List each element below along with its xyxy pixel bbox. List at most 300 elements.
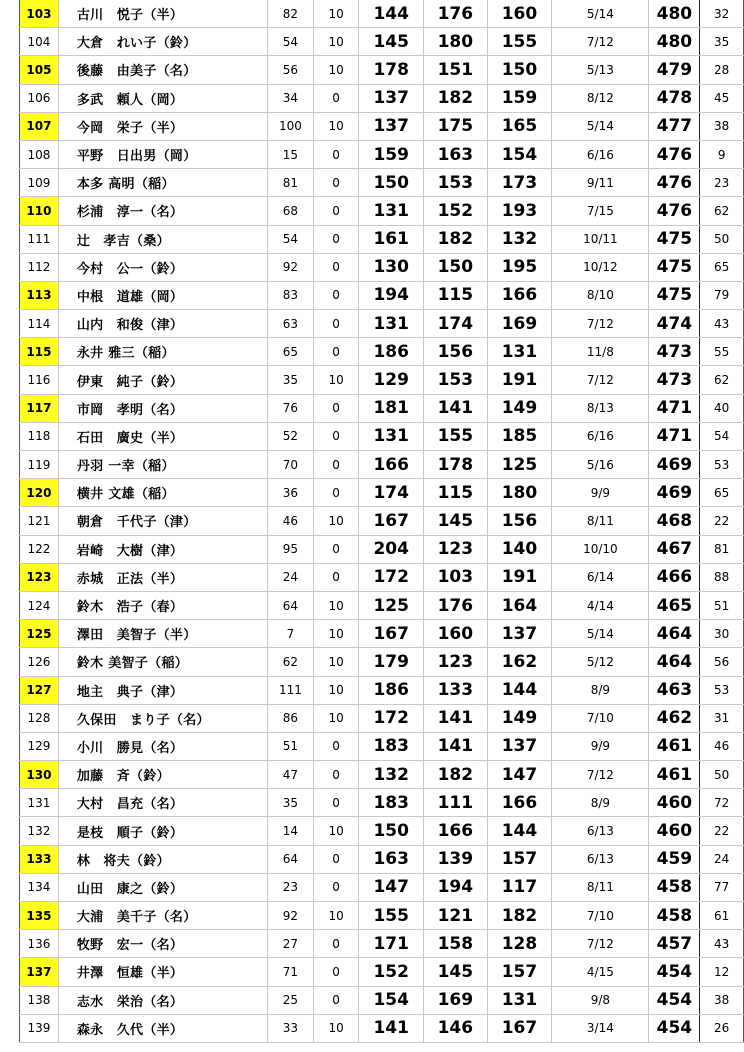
last-cell: 40 [700,394,744,422]
score-b-cell: 0 [313,563,359,591]
total-cell: 454 [649,986,700,1014]
name-cell: 岩崎 大樹（津） [58,535,267,563]
game3-cell: 185 [487,422,552,450]
table-row [20,873,744,901]
name-cell: 今村 公一（鈴） [58,253,267,281]
game3-cell: 162 [487,648,552,676]
ratio-cell: 10/11 [552,225,649,253]
score-b-cell: 0 [313,789,359,817]
game1-cell: 186 [359,676,424,704]
game1-cell: 167 [359,620,424,648]
game1-cell: 163 [359,845,424,873]
table-row [20,958,744,986]
table-row [20,986,744,1014]
game2-cell: 176 [424,591,488,619]
rank-cell: 121 [20,507,59,535]
game2-cell: 141 [424,704,488,732]
score-a-cell: 24 [268,563,314,591]
name-cell: 鈴木 美智子（稲） [58,648,267,676]
ratio-cell: 9/11 [552,169,649,197]
game2-cell: 152 [424,197,488,225]
name-cell: 中根 道雄（岡） [58,281,267,309]
total-cell: 464 [649,620,700,648]
game3-cell: 154 [487,140,552,168]
ratio-cell: 8/13 [552,394,649,422]
table-row [20,563,744,591]
game3-cell: 193 [487,197,552,225]
score-b-cell: 0 [313,479,359,507]
last-cell: 55 [700,338,744,366]
game1-cell: 152 [359,958,424,986]
total-cell: 457 [649,930,700,958]
name-cell: 林 将夫（鈴） [58,845,267,873]
score-a-cell: 23 [268,873,314,901]
table-row [20,112,744,140]
name-cell: 地主 典子（津） [58,676,267,704]
last-cell: 72 [700,789,744,817]
ratio-cell: 8/11 [552,873,649,901]
game2-cell: 123 [424,535,488,563]
game1-cell: 130 [359,253,424,281]
total-cell: 480 [649,0,700,28]
name-cell: 大倉 れい子（鈴） [58,28,267,56]
last-cell: 9 [700,140,744,168]
game3-cell: 147 [487,761,552,789]
last-cell: 65 [700,253,744,281]
total-cell: 476 [649,140,700,168]
total-cell: 465 [649,591,700,619]
score-b-cell: 10 [313,56,359,84]
game3-cell: 156 [487,507,552,535]
ratio-cell: 5/14 [552,0,649,28]
game2-cell: 175 [424,112,488,140]
game2-cell: 158 [424,930,488,958]
rank-cell: 119 [20,451,59,479]
game2-cell: 178 [424,451,488,479]
score-b-cell: 0 [313,169,359,197]
score-a-cell: 68 [268,197,314,225]
name-cell: 山田 康之（鈴） [58,873,267,901]
game2-cell: 160 [424,620,488,648]
ratio-cell: 5/13 [552,56,649,84]
game2-cell: 141 [424,732,488,760]
last-cell: 12 [700,958,744,986]
total-cell: 476 [649,169,700,197]
last-cell: 43 [700,310,744,338]
name-cell: 小川 勝見（名） [58,732,267,760]
last-cell: 22 [700,817,744,845]
score-b-cell: 10 [313,676,359,704]
score-b-cell: 10 [313,704,359,732]
table-row [20,197,744,225]
ratio-cell: 8/11 [552,507,649,535]
score-b-cell: 0 [313,140,359,168]
table-row [20,225,744,253]
total-cell: 467 [649,535,700,563]
score-a-cell: 25 [268,986,314,1014]
score-a-cell: 92 [268,902,314,930]
last-cell: 22 [700,507,744,535]
score-b-cell: 10 [313,28,359,56]
game3-cell: 144 [487,676,552,704]
last-cell: 23 [700,169,744,197]
game1-cell: 171 [359,930,424,958]
game3-cell: 157 [487,958,552,986]
game3-cell: 157 [487,845,552,873]
table-row [20,817,744,845]
score-b-cell: 10 [313,1014,359,1042]
rank-cell: 125 [20,620,59,648]
last-cell: 45 [700,84,744,112]
table-row [20,281,744,309]
score-b-cell: 0 [313,930,359,958]
game2-cell: 145 [424,958,488,986]
rank-cell: 117 [20,394,59,422]
ratio-cell: 8/9 [552,676,649,704]
rank-cell: 107 [20,112,59,140]
table-row [20,169,744,197]
ratio-cell: 6/16 [552,140,649,168]
score-a-cell: 76 [268,394,314,422]
last-cell: 62 [700,366,744,394]
table-row [20,930,744,958]
last-cell: 38 [700,986,744,1014]
total-cell: 461 [649,761,700,789]
score-b-cell: 0 [313,986,359,1014]
total-cell: 454 [649,1014,700,1042]
table-row [20,591,744,619]
score-b-cell: 0 [313,281,359,309]
total-cell: 471 [649,422,700,450]
rank-cell: 124 [20,591,59,619]
table-row [20,648,744,676]
rank-cell: 116 [20,366,59,394]
score-a-cell: 62 [268,648,314,676]
total-cell: 475 [649,253,700,281]
game3-cell: 128 [487,930,552,958]
table-row [20,338,744,366]
score-a-cell: 27 [268,930,314,958]
table-row [20,451,744,479]
score-a-cell: 65 [268,338,314,366]
game1-cell: 178 [359,56,424,84]
table-row [20,366,744,394]
name-cell: 井澤 恒雄（半） [58,958,267,986]
score-a-cell: 71 [268,958,314,986]
last-cell: 56 [700,648,744,676]
table-row [20,845,744,873]
last-cell: 77 [700,873,744,901]
score-a-cell: 54 [268,28,314,56]
game1-cell: 186 [359,338,424,366]
table-row [20,56,744,84]
last-cell: 43 [700,930,744,958]
game1-cell: 167 [359,507,424,535]
last-cell: 65 [700,479,744,507]
game1-cell: 147 [359,873,424,901]
ratio-cell: 8/12 [552,84,649,112]
score-b-cell: 0 [313,451,359,479]
table-row [20,676,744,704]
name-cell: 古川 悦子（半） [58,0,267,28]
rank-cell: 128 [20,704,59,732]
ratio-cell: 9/9 [552,732,649,760]
last-cell: 24 [700,845,744,873]
rank-cell: 123 [20,563,59,591]
table-row [20,479,744,507]
game1-cell: 181 [359,394,424,422]
ratio-cell: 10/12 [552,253,649,281]
game1-cell: 179 [359,648,424,676]
game2-cell: 145 [424,507,488,535]
total-cell: 471 [649,394,700,422]
score-a-cell: 14 [268,817,314,845]
total-cell: 480 [649,28,700,56]
score-a-cell: 92 [268,253,314,281]
game3-cell: 149 [487,704,552,732]
game1-cell: 183 [359,789,424,817]
rank-cell: 129 [20,732,59,760]
last-cell: 46 [700,732,744,760]
game1-cell: 172 [359,704,424,732]
table-row [20,902,744,930]
rank-cell: 136 [20,930,59,958]
game1-cell: 159 [359,140,424,168]
name-cell: 赤城 正法（半） [58,563,267,591]
total-cell: 476 [649,197,700,225]
rank-cell: 130 [20,761,59,789]
results-table [19,0,744,1043]
game3-cell: 167 [487,1014,552,1042]
score-a-cell: 86 [268,704,314,732]
ratio-cell: 6/16 [552,422,649,450]
table-row [20,704,744,732]
table-row [20,422,744,450]
total-cell: 479 [649,56,700,84]
table-row [20,394,744,422]
ratio-cell: 10/10 [552,535,649,563]
table-row [20,28,744,56]
rank-cell: 122 [20,535,59,563]
ratio-cell: 6/14 [552,563,649,591]
game2-cell: 103 [424,563,488,591]
score-a-cell: 54 [268,225,314,253]
game2-cell: 166 [424,817,488,845]
game1-cell: 154 [359,986,424,1014]
score-b-cell: 0 [313,84,359,112]
ratio-cell: 9/9 [552,479,649,507]
game3-cell: 191 [487,563,552,591]
score-a-cell: 35 [268,366,314,394]
ratio-cell: 7/15 [552,197,649,225]
game2-cell: 163 [424,140,488,168]
total-cell: 459 [649,845,700,873]
game2-cell: 155 [424,422,488,450]
rank-cell: 112 [20,253,59,281]
results-rows [20,0,744,1042]
ratio-cell: 8/9 [552,789,649,817]
game2-cell: 111 [424,789,488,817]
game2-cell: 176 [424,0,488,28]
table-row [20,507,744,535]
game3-cell: 195 [487,253,552,281]
score-a-cell: 95 [268,535,314,563]
ratio-cell: 5/14 [552,112,649,140]
name-cell: 辻 孝吉（桑） [58,225,267,253]
game3-cell: 125 [487,451,552,479]
score-a-cell: 100 [268,112,314,140]
name-cell: 大浦 美千子（名） [58,902,267,930]
game2-cell: 115 [424,281,488,309]
game1-cell: 166 [359,451,424,479]
game2-cell: 174 [424,310,488,338]
game2-cell: 151 [424,56,488,84]
ratio-cell: 9/8 [552,986,649,1014]
game2-cell: 182 [424,225,488,253]
last-cell: 53 [700,676,744,704]
game3-cell: 155 [487,28,552,56]
last-cell: 51 [700,591,744,619]
score-b-cell: 10 [313,366,359,394]
total-cell: 478 [649,84,700,112]
ratio-cell: 5/14 [552,620,649,648]
table-row [20,310,744,338]
rank-cell: 138 [20,986,59,1014]
total-cell: 475 [649,281,700,309]
game1-cell: 137 [359,112,424,140]
total-cell: 458 [649,902,700,930]
game1-cell: 145 [359,28,424,56]
game2-cell: 153 [424,366,488,394]
score-b-cell: 10 [313,620,359,648]
score-a-cell: 15 [268,140,314,168]
name-cell: 是枝 順子（鈴） [58,817,267,845]
table-row [20,84,744,112]
ratio-cell: 4/14 [552,591,649,619]
game2-cell: 182 [424,761,488,789]
rank-cell: 106 [20,84,59,112]
rank-cell: 115 [20,338,59,366]
score-a-cell: 34 [268,84,314,112]
game1-cell: 131 [359,422,424,450]
last-cell: 81 [700,535,744,563]
last-cell: 88 [700,563,744,591]
name-cell: 澤田 美智子（半） [58,620,267,648]
name-cell: 伊東 純子（鈴） [58,366,267,394]
game2-cell: 150 [424,253,488,281]
table-row [20,253,744,281]
name-cell: 今岡 栄子（半） [58,112,267,140]
ratio-cell: 7/12 [552,28,649,56]
name-cell: 久保田 まり子（名） [58,704,267,732]
last-cell: 26 [700,1014,744,1042]
score-b-cell: 0 [313,310,359,338]
rank-cell: 118 [20,422,59,450]
table-row [20,1014,744,1042]
game3-cell: 131 [487,338,552,366]
score-b-cell: 10 [313,507,359,535]
score-b-cell: 0 [313,873,359,901]
game1-cell: 204 [359,535,424,563]
score-a-cell: 56 [268,56,314,84]
score-a-cell: 46 [268,507,314,535]
score-a-cell: 33 [268,1014,314,1042]
score-b-cell: 10 [313,591,359,619]
ratio-cell: 7/12 [552,310,649,338]
ratio-cell: 7/12 [552,930,649,958]
score-b-cell: 0 [313,732,359,760]
name-cell: 丹羽 一幸（稲） [58,451,267,479]
game1-cell: 150 [359,169,424,197]
game1-cell: 155 [359,902,424,930]
ratio-cell: 7/10 [552,704,649,732]
ratio-cell: 7/10 [552,902,649,930]
game3-cell: 131 [487,986,552,1014]
name-cell: 山内 和俊（津） [58,310,267,338]
game3-cell: 137 [487,620,552,648]
score-a-cell: 111 [268,676,314,704]
rank-cell: 132 [20,817,59,845]
game3-cell: 166 [487,789,552,817]
total-cell: 458 [649,873,700,901]
game1-cell: 161 [359,225,424,253]
rank-cell: 110 [20,197,59,225]
game1-cell: 125 [359,591,424,619]
game1-cell: 150 [359,817,424,845]
game1-cell: 183 [359,732,424,760]
score-b-cell: 10 [313,648,359,676]
rank-cell: 104 [20,28,59,56]
total-cell: 473 [649,338,700,366]
table-row [20,535,744,563]
game3-cell: 173 [487,169,552,197]
name-cell: 牧野 宏一（名） [58,930,267,958]
game3-cell: 180 [487,479,552,507]
total-cell: 460 [649,789,700,817]
name-cell: 本多 高明（稲） [58,169,267,197]
table-row [20,761,744,789]
name-cell: 平野 日出男（岡） [58,140,267,168]
score-a-cell: 7 [268,620,314,648]
total-cell: 468 [649,507,700,535]
name-cell: 志水 栄治（名） [58,986,267,1014]
game3-cell: 160 [487,0,552,28]
table-row [20,620,744,648]
ratio-cell: 7/12 [552,761,649,789]
game3-cell: 144 [487,817,552,845]
rank-cell: 133 [20,845,59,873]
last-cell: 53 [700,451,744,479]
table-row [20,789,744,817]
game3-cell: 137 [487,732,552,760]
total-cell: 469 [649,451,700,479]
score-b-cell: 0 [313,761,359,789]
score-a-cell: 36 [268,479,314,507]
total-cell: 477 [649,112,700,140]
last-cell: 54 [700,422,744,450]
score-b-cell: 10 [313,112,359,140]
total-cell: 466 [649,563,700,591]
rank-cell: 108 [20,140,59,168]
game3-cell: 182 [487,902,552,930]
score-a-cell: 64 [268,591,314,619]
score-a-cell: 82 [268,0,314,28]
game3-cell: 140 [487,535,552,563]
name-cell: 市岡 孝明（名） [58,394,267,422]
score-a-cell: 83 [268,281,314,309]
table-row [20,140,744,168]
game3-cell: 169 [487,310,552,338]
